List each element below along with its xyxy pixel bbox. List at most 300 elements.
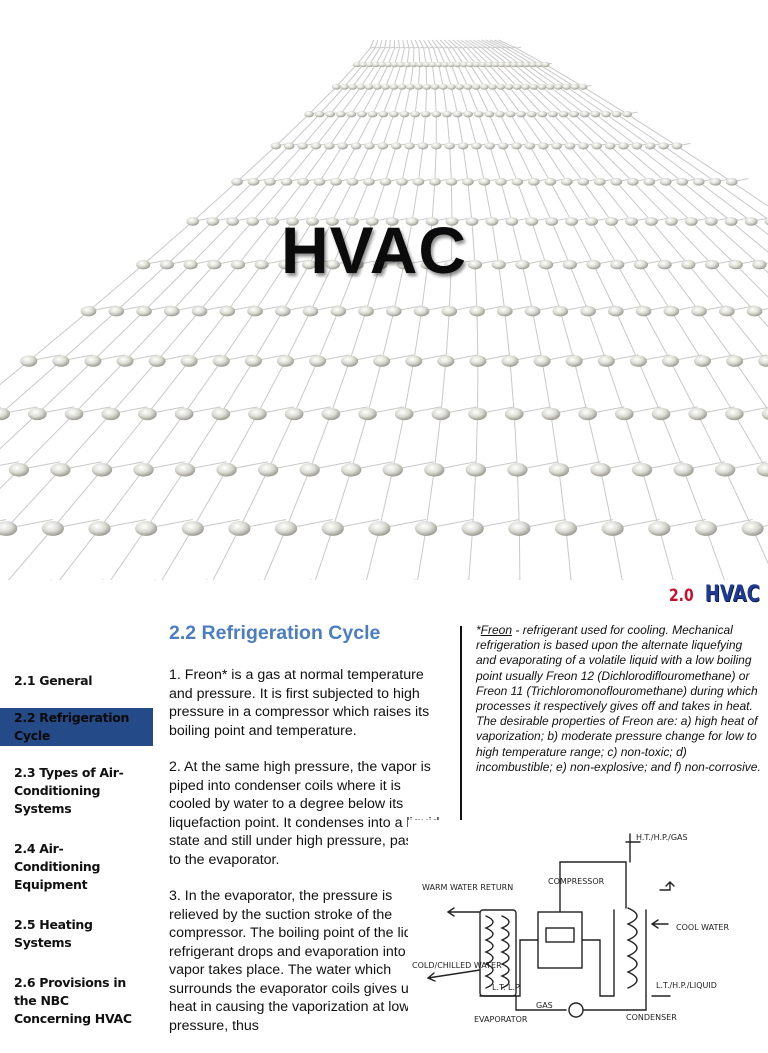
grid-dot xyxy=(578,142,589,149)
paragraph-step-2: 2. At the same high pressure, the vapor is piped into condenser coils where it is cooled by water to a degree below its liquefaction point. It condenses into a liquid state and still under high pressure, passes to the evaporator. xyxy=(169,758,444,869)
grid-line xyxy=(476,87,489,114)
grid-line xyxy=(503,146,517,182)
grid-dot xyxy=(336,111,346,117)
grid-line xyxy=(440,40,448,48)
grid-line xyxy=(394,64,401,86)
grid-dot xyxy=(462,521,484,536)
grid-line xyxy=(451,87,457,114)
grid-dot xyxy=(505,408,524,420)
grid-dot xyxy=(562,84,571,90)
grid-dot xyxy=(175,408,194,420)
grid-dot xyxy=(605,142,616,149)
grid-dot xyxy=(304,111,314,117)
grid-dot xyxy=(422,84,431,90)
grid-line xyxy=(1,361,61,414)
grid-line xyxy=(353,64,370,86)
grid-line xyxy=(237,146,276,182)
page-title: HVAC xyxy=(0,212,748,288)
paragraph-step-1: 1. Freon* is a gas at normal temperature and pressure. It is first subjected to high pressure in a compressor which raises its boiling point and temperature. xyxy=(169,666,444,740)
grid-dot xyxy=(528,178,540,186)
grid-dot xyxy=(497,306,513,316)
grid-line xyxy=(385,146,396,182)
grid-line xyxy=(208,529,239,580)
sidebar-item-nbc-provisions[interactable]: 2.6 Provisions in the NBC Concerning HVAC xyxy=(0,970,153,1032)
grid-line xyxy=(268,414,294,470)
grid-dot xyxy=(527,111,537,117)
grid-line xyxy=(426,87,427,114)
grid-line xyxy=(570,146,600,182)
grid-dot xyxy=(406,84,415,90)
grid-line xyxy=(410,64,413,86)
grid-dot xyxy=(383,463,403,477)
grid-line xyxy=(375,40,378,48)
sidebar-item-air-conditioning-equipment[interactable]: 2.4 Air-Conditioning Equipment xyxy=(0,836,153,898)
grid-dot xyxy=(431,84,440,90)
grid-line xyxy=(468,87,479,114)
grid-dot xyxy=(52,355,69,366)
grid-line xyxy=(447,114,450,146)
grid-line xyxy=(331,361,350,414)
grid-line xyxy=(464,64,476,86)
grid-line xyxy=(303,146,329,182)
grid-line xyxy=(270,146,303,182)
grid-dot xyxy=(525,306,541,316)
grid-dot xyxy=(309,355,326,366)
grid-dot xyxy=(505,84,514,90)
grid-dot xyxy=(424,463,444,477)
grid-dot xyxy=(258,463,278,477)
grid-dot xyxy=(421,111,431,117)
grid-line xyxy=(473,470,476,529)
grid-dot xyxy=(541,62,549,67)
grid-line xyxy=(664,146,716,182)
grid-dot xyxy=(347,178,359,186)
grid-line xyxy=(383,87,394,114)
grid-dot xyxy=(297,178,309,186)
grid-line xyxy=(661,414,684,470)
grid-line xyxy=(532,114,557,146)
grid-line xyxy=(595,114,637,146)
grid-line xyxy=(333,470,351,529)
grid-dot xyxy=(330,178,342,186)
grid-line xyxy=(484,87,500,114)
grid-dot xyxy=(472,84,481,90)
grid-line xyxy=(393,414,404,470)
grid-line xyxy=(671,311,702,361)
grid-line xyxy=(286,470,310,529)
label-gas: GAS xyxy=(536,1001,553,1010)
grid-line xyxy=(439,64,444,86)
grid-line xyxy=(61,311,116,361)
label-warm-water: WARM WATER RETURN xyxy=(422,883,513,892)
grid-line xyxy=(559,470,566,529)
grid-dot xyxy=(429,178,441,186)
grid-line xyxy=(294,361,317,414)
grid-line xyxy=(583,146,616,182)
grid-dot xyxy=(396,178,408,186)
grid-dot xyxy=(508,521,530,536)
grid-dot xyxy=(277,355,294,366)
grid-dot xyxy=(248,408,267,420)
grid-dot xyxy=(175,463,195,477)
grid-line xyxy=(426,64,427,86)
grid-line xyxy=(441,361,446,414)
grid-dot xyxy=(672,142,683,149)
grid-dot xyxy=(324,142,335,149)
grid-dot xyxy=(695,521,717,536)
grid-line xyxy=(435,87,436,114)
grid-dot xyxy=(351,142,362,149)
grid-dot xyxy=(455,84,464,90)
grid-dot xyxy=(496,84,505,90)
sidebar-item-refrigeration-cycle[interactable]: 2.2 Refrigeration Cycle xyxy=(0,708,153,746)
grid-dot xyxy=(415,521,437,536)
grid-line xyxy=(383,114,394,146)
grid-dot xyxy=(542,408,561,420)
grid-line xyxy=(539,64,575,86)
sidebar-item-heating-systems[interactable]: 2.5 Heating Systems xyxy=(0,912,153,956)
grid-line xyxy=(415,87,418,114)
grid-line xyxy=(29,311,89,361)
grid-line xyxy=(627,114,677,146)
grid-line xyxy=(460,87,468,114)
grid-dot xyxy=(348,84,357,90)
grid-dot xyxy=(410,111,420,117)
grid-line xyxy=(193,470,227,529)
grid-line xyxy=(93,311,144,361)
grid-dot xyxy=(507,463,527,477)
grid-line xyxy=(418,64,419,86)
grid-line xyxy=(424,40,429,48)
grid-dot xyxy=(529,84,538,90)
grid-line xyxy=(426,470,434,529)
grid-dot xyxy=(381,84,390,90)
grid-line xyxy=(341,87,361,114)
grid-line xyxy=(310,414,331,470)
grid-dot xyxy=(373,355,390,366)
grid-dot xyxy=(453,111,463,117)
grid-dot xyxy=(709,178,721,186)
grid-dot xyxy=(662,355,679,366)
grid-line xyxy=(759,265,768,312)
grid-dot xyxy=(501,355,518,366)
grid-line xyxy=(390,47,395,48)
grid-dot xyxy=(577,178,589,186)
grid-dot xyxy=(340,84,349,90)
grid-line xyxy=(157,311,199,361)
grid-line xyxy=(361,64,376,86)
grid-line xyxy=(519,529,520,580)
grid-line xyxy=(410,114,416,146)
grid-dot xyxy=(632,142,643,149)
grid-dot xyxy=(652,408,671,420)
grid-line xyxy=(457,114,463,146)
grid-line xyxy=(597,146,633,182)
grid-line xyxy=(606,114,650,146)
grid-dot xyxy=(245,355,262,366)
grid-dot xyxy=(693,178,705,186)
grid-dot xyxy=(391,142,402,149)
grid-dot xyxy=(321,408,340,420)
grid-line xyxy=(390,40,391,48)
grid-line xyxy=(457,64,467,86)
grid-line xyxy=(189,311,227,361)
grid-dot xyxy=(364,142,375,149)
grid-line xyxy=(402,146,410,182)
grid-dot xyxy=(578,408,597,420)
grid-dot xyxy=(404,142,415,149)
grid-dot xyxy=(400,111,410,117)
grid-dot xyxy=(314,178,326,186)
grid-line xyxy=(423,114,426,146)
grid-line xyxy=(510,361,514,414)
grid-line xyxy=(221,311,255,361)
grid-dot xyxy=(275,521,297,536)
grid-line xyxy=(567,87,606,114)
grid-line xyxy=(395,47,400,48)
sidebar-item-general[interactable]: 2.1 General xyxy=(0,668,153,694)
grid-dot xyxy=(248,178,260,186)
grid-line xyxy=(104,529,146,580)
grid-dot xyxy=(688,408,707,420)
grid-line xyxy=(753,529,768,580)
label-compressor: COMPRESSOR xyxy=(548,877,605,886)
grid-dot xyxy=(356,84,365,90)
grid-line xyxy=(60,414,110,470)
grid-dot xyxy=(347,111,357,117)
grid-dot xyxy=(548,111,558,117)
grid-dot xyxy=(439,84,448,90)
grid-line xyxy=(239,470,268,529)
grid-line xyxy=(490,146,501,182)
label-condenser: CONDENSER xyxy=(626,1013,677,1022)
section-heading: 2.2 Refrigeration Cycle xyxy=(169,622,444,645)
grid-dot xyxy=(9,463,29,477)
grid-dot xyxy=(368,521,390,536)
label-evaporator: EVAPORATOR xyxy=(474,1015,528,1024)
grid-dot xyxy=(92,463,112,477)
grid-dot xyxy=(632,463,652,477)
grid-line xyxy=(494,40,511,48)
grid-dot xyxy=(726,178,738,186)
grid-dot xyxy=(480,84,489,90)
grid-line xyxy=(468,114,476,146)
grid-line xyxy=(699,311,735,361)
grid-dot xyxy=(559,111,569,117)
grid-dot xyxy=(101,408,120,420)
grid-line xyxy=(257,361,285,414)
grid-line xyxy=(143,414,184,470)
grid-dot xyxy=(643,178,655,186)
grid-line xyxy=(659,529,676,580)
grid-line xyxy=(703,361,735,414)
grid-line xyxy=(404,361,414,414)
grid-line xyxy=(477,311,478,361)
grid-line xyxy=(542,87,574,114)
grid-line xyxy=(520,64,550,86)
grid-dot xyxy=(506,111,516,117)
grid-dot xyxy=(463,111,473,117)
grid-line xyxy=(184,361,221,414)
grid-dot xyxy=(84,355,101,366)
grid-dot xyxy=(610,178,622,186)
grid-dot xyxy=(622,111,632,117)
grid-dot xyxy=(570,84,579,90)
grid-line xyxy=(644,311,671,361)
grid-line xyxy=(367,361,381,414)
grid-dot xyxy=(386,306,402,316)
grid-line xyxy=(125,311,172,361)
grid-dot xyxy=(469,306,485,316)
grid-dot xyxy=(645,142,656,149)
grid-dot xyxy=(756,463,768,477)
grid-line xyxy=(0,361,29,414)
grid-dot xyxy=(285,408,304,420)
grid-dot xyxy=(231,178,243,186)
grid-line xyxy=(369,64,382,86)
sidebar-item-air-conditioning-systems[interactable]: 2.3 Types of Air-Conditioning Systems xyxy=(0,760,153,822)
grid-dot xyxy=(495,178,507,186)
grid-dot xyxy=(664,306,680,316)
grid-dot xyxy=(544,178,556,186)
grid-line xyxy=(37,361,93,414)
grid-dot xyxy=(495,111,505,117)
grid-line xyxy=(418,146,423,182)
grid-line xyxy=(445,64,451,86)
grid-line xyxy=(617,114,664,146)
grid-dot xyxy=(537,111,547,117)
grid-line xyxy=(463,146,468,182)
grid-dot xyxy=(648,521,670,536)
grid-dot xyxy=(569,111,579,117)
grid-dot xyxy=(192,306,208,316)
grid-line xyxy=(227,414,258,470)
grid-dot xyxy=(65,408,84,420)
grid-dot xyxy=(405,355,422,366)
grid-dot xyxy=(389,111,399,117)
grid-line xyxy=(489,114,503,146)
grid-line xyxy=(53,470,102,529)
grid-dot xyxy=(149,355,166,366)
grid-dot xyxy=(598,355,615,366)
grid-line xyxy=(351,87,369,114)
grid-line xyxy=(399,47,404,48)
grid-dot xyxy=(566,355,583,366)
grid-dot xyxy=(330,306,346,316)
grid-line xyxy=(557,146,584,182)
grid-dot xyxy=(484,142,495,149)
grid-dot xyxy=(431,142,442,149)
grid-dot xyxy=(466,463,486,477)
grid-dot xyxy=(561,178,573,186)
grid-line xyxy=(253,146,289,182)
grid-line xyxy=(600,470,612,529)
grid-line xyxy=(185,414,221,470)
grid-dot xyxy=(116,355,133,366)
grid-line xyxy=(380,47,385,48)
grid-line xyxy=(725,470,752,529)
grid-line xyxy=(446,311,449,361)
grid-line xyxy=(419,40,423,48)
grid-dot xyxy=(479,178,491,186)
grid-line xyxy=(677,146,732,182)
grid-line xyxy=(286,146,315,182)
label-cool-water: COOL WATER xyxy=(676,923,729,932)
grid-dot xyxy=(601,111,611,117)
grid-dot xyxy=(50,463,70,477)
grid-dot xyxy=(81,306,97,316)
grid-dot xyxy=(602,521,624,536)
grid-line xyxy=(566,529,572,580)
grid-dot xyxy=(636,306,652,316)
grid-dot xyxy=(0,521,17,536)
grid-line xyxy=(380,40,382,48)
grid-line xyxy=(343,114,362,146)
grid-dot xyxy=(471,142,482,149)
section-name: HVAC xyxy=(705,582,760,607)
grid-line xyxy=(624,414,642,470)
grid-line xyxy=(385,47,390,48)
grid-line xyxy=(370,40,373,48)
grid-line xyxy=(751,221,768,264)
grid-line xyxy=(545,64,583,86)
grid-dot xyxy=(537,84,546,90)
grid-line xyxy=(476,146,484,182)
grid-line xyxy=(493,87,511,114)
grid-dot xyxy=(627,178,639,186)
grid-line xyxy=(0,529,53,580)
note-asterisk: * xyxy=(476,623,481,637)
grid-dot xyxy=(213,355,230,366)
grid-dot xyxy=(380,178,392,186)
grid-line xyxy=(670,361,697,414)
grid-line xyxy=(560,311,574,361)
grid-dot xyxy=(630,355,647,366)
grid-dot xyxy=(580,111,590,117)
main-content xyxy=(169,622,444,1053)
grid-dot xyxy=(211,408,230,420)
grid-line xyxy=(303,114,331,146)
grid-line xyxy=(511,114,530,146)
note-divider xyxy=(460,626,462,832)
grid-dot xyxy=(181,355,198,366)
grid-dot xyxy=(275,306,291,316)
grid-dot xyxy=(299,463,319,477)
grid-line xyxy=(735,361,768,414)
grid-dot xyxy=(365,84,374,90)
sidebar xyxy=(0,668,153,1046)
freon-note xyxy=(476,623,762,775)
grid-line xyxy=(329,114,351,146)
grid-dot xyxy=(28,408,47,420)
grid-line xyxy=(476,414,478,470)
grid-line xyxy=(369,114,383,146)
grid-dot xyxy=(719,306,735,316)
grid-line xyxy=(574,361,587,414)
grid-line xyxy=(432,64,435,86)
grid-line xyxy=(684,470,706,529)
grid-dot xyxy=(332,84,341,90)
grid-dot xyxy=(108,306,124,316)
grid-line xyxy=(505,311,510,361)
grid-dot xyxy=(513,84,522,90)
grid-line xyxy=(550,87,585,114)
grid-dot xyxy=(444,142,455,149)
grid-dot xyxy=(758,355,768,366)
grid-line xyxy=(156,529,193,580)
grid-dot xyxy=(247,306,263,316)
grid-line xyxy=(416,529,426,580)
